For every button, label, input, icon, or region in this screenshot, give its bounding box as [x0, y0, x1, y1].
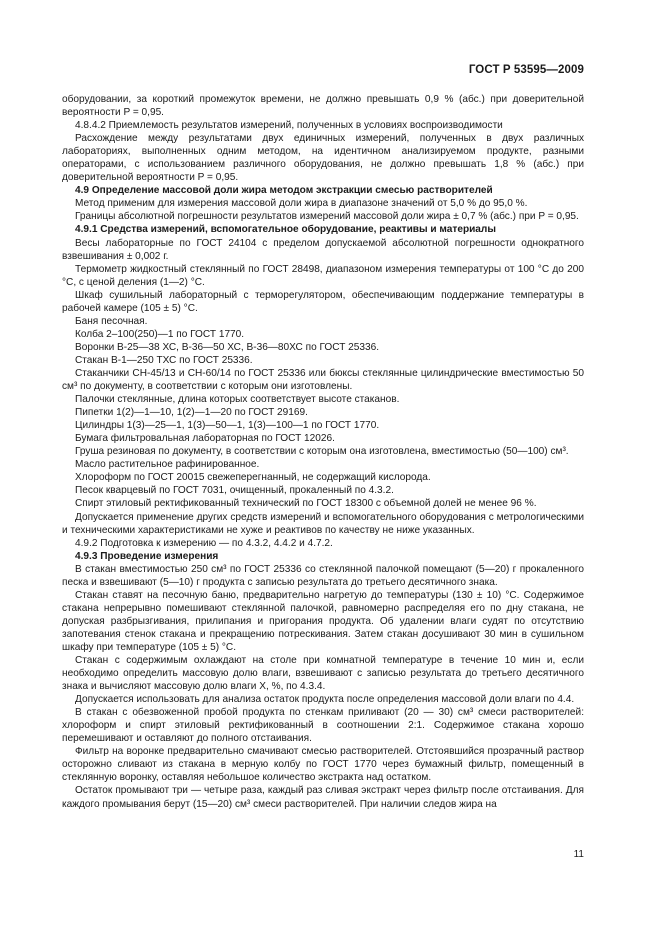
- paragraph: 4.9.2 Подготовка к измерению — по 4.3.2, 4.4.2 и 4.7.2.: [75, 537, 333, 549]
- paragraph: Стаканчики СН-45/13 и СН-60/14 по ГОСТ 25336 или бюксы стеклянные цилиндрические вместимостью 50 см³ по документу, в соответствии с которым они изготовлены.: [62, 367, 584, 393]
- paragraph: Песок кварцевый по ГОСТ 7031, очищенный, прокаленный по 4.3.2.: [75, 485, 394, 497]
- paragraph: Пипетки 1(2)—1—10, 1(2)—1—20 по ГОСТ 29169.: [75, 407, 308, 419]
- paragraph: Термометр жидкостный стеклянный по ГОСТ 28498, диапазоном измерения температуры от 100 °С до 200 °С, с ценой деления (1—2) °С.: [62, 263, 584, 288]
- paragraph: Метод применим для измерения массовой доли жира в диапазоне значений от 5,0 % до 95,0 %.: [75, 198, 528, 210]
- paragraph: Баня песочная.: [75, 315, 148, 327]
- paragraph: Цилиндры 1(3)—25—1, 1(3)—50—1, 1(3)—100—1 по ГОСТ 1770.: [75, 420, 380, 432]
- paragraph: В стакан с обезвоженной пробой продукта по стенкам приливают (20 — 30) см³ смеси растворителей: хлороформ и спирт этиловый ректификованный в соотношении 2:1. Содержимое стакана хорошо перемешивают и оставляют до полного отстаивания.: [62, 707, 584, 745]
- paragraph: Бумага фильтровальная лабораторная по ГОСТ 12026.: [75, 433, 335, 445]
- paragraph: Воронки В-25—38 ХС, В-36—50 ХС, В-36—80ХС по ГОСТ 25336.: [75, 341, 380, 353]
- paragraph: Стакан В-1—250 ТХС по ГОСТ 25336.: [75, 354, 253, 366]
- paragraph: оборудовании, за короткий промежуток времени, не должно превышать 0,9 % (абс.) при доверительной вероятности P = 0,95.: [62, 94, 584, 119]
- section-heading: 4.9 Определение массовой доли жира методом экстракции смесью растворителей: [75, 185, 493, 197]
- paragraph: Стакан с содержимым охлаждают на столе при комнатной температуре в течение 10 мин и, если необходимо определить массовую долю влаги, взвешивают с записью результата до третьего десятичного знака и вычисляют массовую долю влаги X, %, по 4.3.4.: [62, 655, 584, 693]
- paragraph: Допускается применение других средств измерений и вспомогательного оборудования с метрологическими и техническими характеристиками не хуже и реактивов по качеству не ниже указанных.: [62, 511, 584, 536]
- paragraph: Фильтр на воронке предварительно смачивают смесью растворителей. Отстоявшийся прозрачный раствор осторожно сливают из стакана в мерную колбу по ГОСТ 1770 через бумажный фильтр, помещенный в стеклянную воронку, оставляя небольшое количество экстракта над остатком.: [62, 746, 584, 784]
- paragraph: Допускается использовать для анализа остаток продукта после определения массовой доли влаги по 4.4.: [75, 694, 575, 706]
- paragraph: Груша резиновая по документу, в соответствии с которым она изготовлена, вместимостью (50—100) см³.: [75, 446, 569, 458]
- paragraph: Хлороформ по ГОСТ 20015 свежеперегнанный, не содержащий кислорода.: [75, 472, 431, 484]
- section-heading: 4.9.3 Проведение измерения: [75, 550, 219, 562]
- paragraph: Остаток промывают три — четыре раза, каждый раз сливая экстракт через фильтр после отстаивания. Для каждого промывания берут (15—20) см³ смеси растворителей. При наличии следов жира на: [62, 785, 584, 810]
- document-header: ГОСТ Р 53595—2009: [468, 64, 584, 76]
- page-number: 11: [573, 849, 584, 860]
- paragraph: Колба 2–100(250)—1 по ГОСТ 1770.: [75, 328, 245, 340]
- paragraph: В стакан вместимостью 250 см³ по ГОСТ 25336 со стеклянной палочкой помещают (5—20) г прокаленного песка и взвешивают (5—10) г продукта с записью результата до третьего десятичного знака.: [62, 563, 584, 588]
- paragraph: Стакан ставят на песочную баню, предварительно нагретую до температуры (130 ± 10) °С. Содержимое стакана непрерывно помешивают стеклянной палочкой, равномерно распределяя его по дну стакана, не допуская разбрызгивания, прилипания и пригорания продукта. Об удалении влаги судят по отсутствию запотевания стенок стакана и прекращению потрескивания. Затем стакан досушивают 30 мин в сушильном шкафу при температуре (105 ± 5) °С.: [62, 589, 584, 653]
- paragraph: Палочки стеклянные, длина которых соответствует высоте стаканов.: [75, 394, 400, 406]
- section-heading: 4.9.1 Средства измерений, вспомогательное оборудование, реактивы и материалы: [75, 224, 496, 236]
- paragraph: Шкаф сушильный лабораторный с терморегулятором, обеспечивающим поддержание температуры в рабочей камере (105 ± 5) °С.: [62, 289, 584, 314]
- paragraph: Спирт этиловый ректификованный технический по ГОСТ 18300 с объемной долей не менее 96 %.: [75, 498, 537, 510]
- paragraph: Весы лабораторные по ГОСТ 24104 с пределом допускаемой абсолютной погрешности однократного взвешивания ± 0,002 г.: [62, 237, 584, 262]
- paragraph: Масло растительное рафинированное.: [75, 459, 260, 471]
- paragraph: Границы абсолютной погрешности результатов измерений массовой доли жира ± 0,7 % (абс.) при P = 0,95.: [75, 211, 579, 223]
- paragraph: 4.8.4.2 Приемлемость результатов измерений, полученных в условиях воспроизводимости: [75, 120, 503, 132]
- paragraph: Расхождение между результатами двух единичных измерений, полученных в двух различных лабораториях, выполненных одним методом, на идентичном анализируемом продукте, разными операторами, с использованием различного оборудования, не должно превышать 1,8 % (абс.) при доверительной вероятности P = 0,95.: [62, 133, 584, 184]
- document-body: [62, 93, 584, 811]
